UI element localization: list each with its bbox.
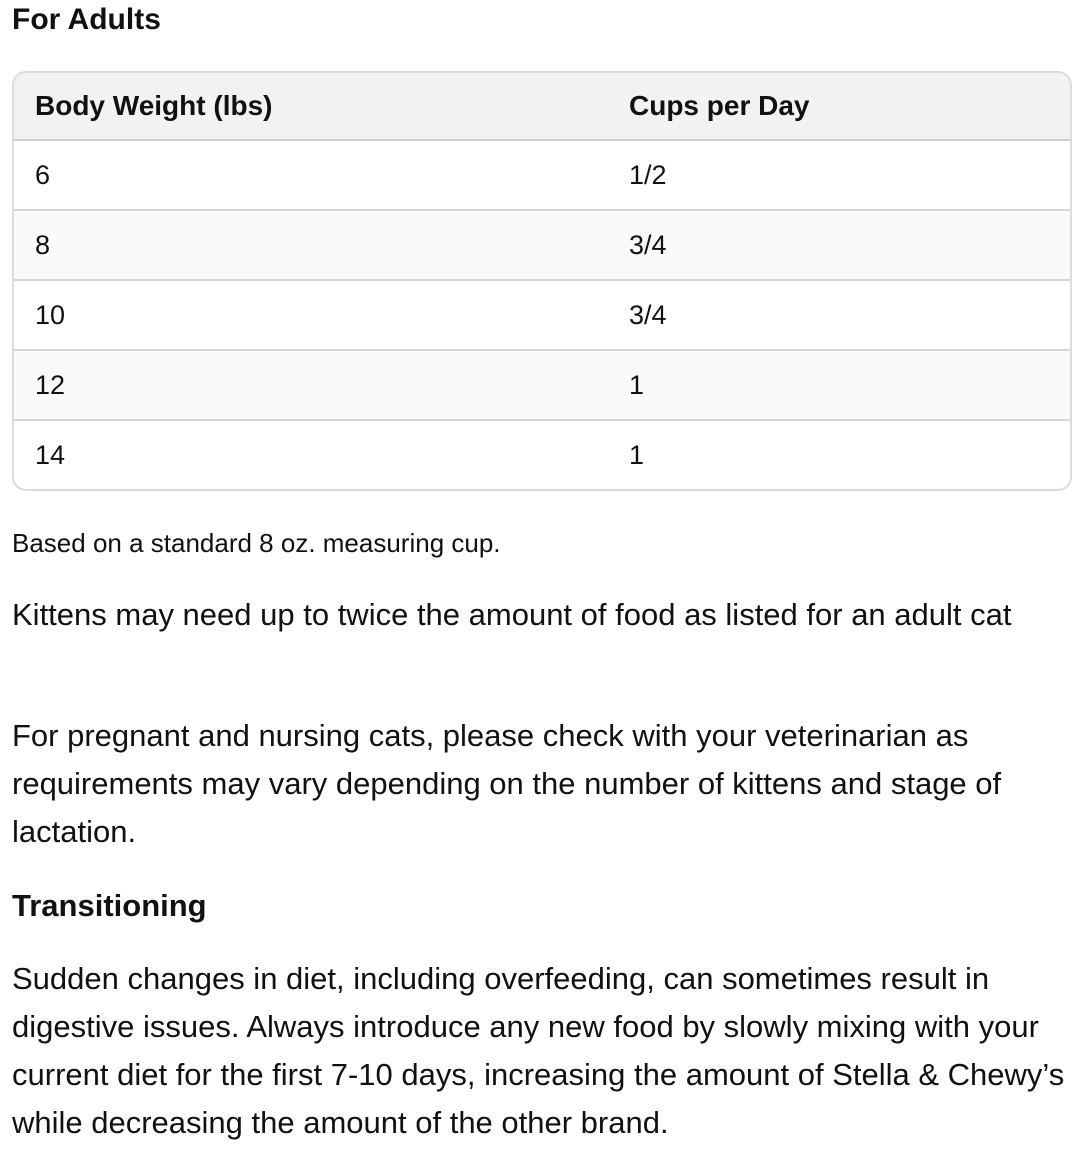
kittens-paragraph: Kittens may need up to twice the amount of food as listed for an adult cat [12,597,1012,632]
table-header-row [14,73,1070,140]
cell-body-weight: 14 [35,439,66,470]
cell-body-weight: 8 [14,210,608,280]
pregnant-nursing-paragraph: For pregnant and nursing cats, please check with your veterinarian as requirements may vary depending on the number of kittens and stage of lactation. [12,718,1002,849]
cell-cups-per-day: 1 [629,439,645,470]
table-row [14,350,1070,420]
measuring-cup-note: Based on a standard 8 oz. measuring cup. [12,528,501,558]
cell-body-weight: 10 [14,280,608,350]
cell-cups-per-day: 1 [608,350,1070,420]
cell-cups-per-day: 1/2 [608,140,1070,210]
table-row [14,420,1070,489]
cell-body-weight: 12 [14,350,608,420]
cell-body-weight: 6 [14,140,608,210]
transitioning-paragraph: Sudden changes in diet, including overfeeding, can sometimes result in digestive issues. Always introduce any new food by slowly mixing with your current diet for the first 7-10 days, increasing the amount of Stella & Chewy’s while decreasing the amount of the other brand. [12,961,1065,1140]
feeding-table-grid [14,73,1070,489]
cell-cups-per-day: 3/4 [608,210,1070,280]
table-row [14,140,1070,210]
feeding-table [12,71,1072,491]
cell-cups-per-day: 3/4 [608,280,1070,350]
header-cups-per-day: Cups per Day [608,73,1070,140]
header-body-weight: Body Weight (lbs) [14,73,608,140]
table-row [14,280,1070,350]
table-row [14,210,1070,280]
transitioning-heading: Transitioning [12,888,207,923]
section-title: For Adults [12,3,161,36]
